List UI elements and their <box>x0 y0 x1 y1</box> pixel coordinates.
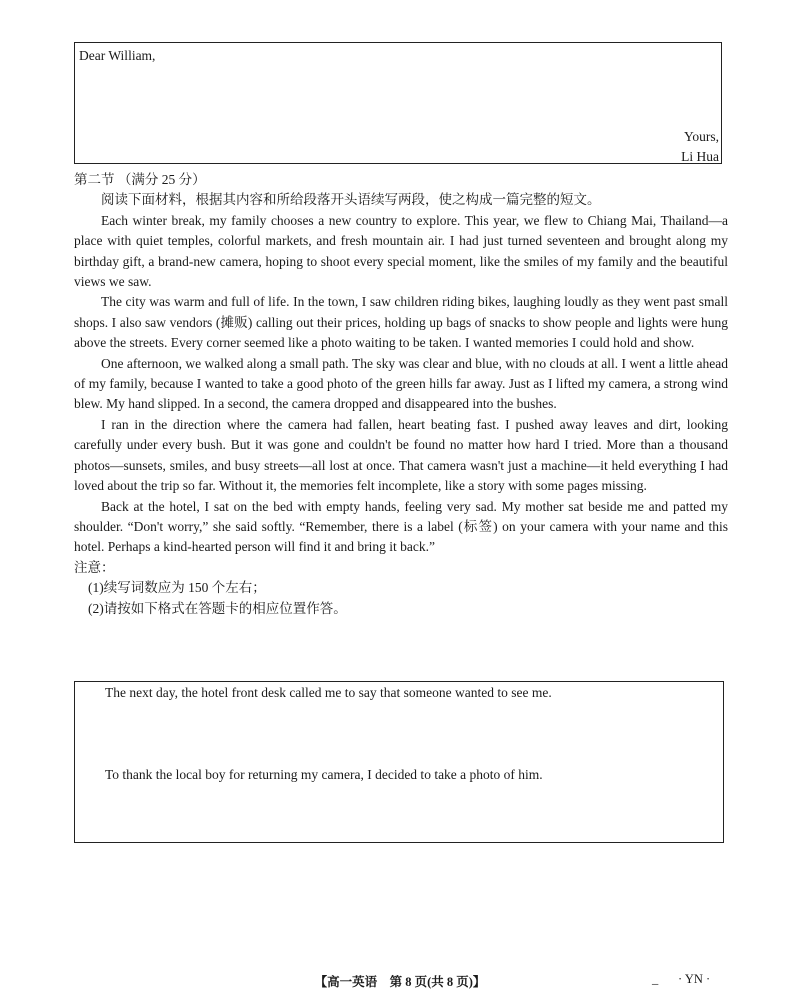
letter-closing-block <box>681 127 719 167</box>
paragraph-opening-1: The next day, the hotel front desk called me to say that someone wanted to see me. <box>105 685 552 700</box>
notes-label: 注意： <box>74 559 115 575</box>
story-paragraph: Each winter break, my family chooses a new country to explore. This year, we flew to Chiang Mai, Thailand—a place with quiet temples, colorful markets, and fresh mountain air. I had just turned seventeen and brought along my birthday gift, a brand-new camera, hoping to shoot every special moment, like the smiles of my family and the beautiful views we saw. <box>74 212 728 290</box>
story-paragraph: The city was warm and full of life. In the town, I saw children riding bikes, laughing loudly as they went past small shops. I also saw vendors (摊贩) calling out their prices, holding up bags of snacks to show people and lights were hung above the streets. Every corner seemed like a photo waiting to be taken. I wanted memories I could hold and show. <box>74 294 728 351</box>
story-paragraph: Back at the hotel, I sat on the bed with empty hands, feeling very sad. My mother sat beside me and patted my shoulder. “Don't worry,” she said softly. “Remember, there is a label (标签) on your camera with your name and this hotel. Perhaps a kind-hearted person will find it and bring it back.” <box>74 498 728 555</box>
letter-closing: Yours, <box>683 129 719 144</box>
letter-signature: Li Hua <box>681 149 719 164</box>
letter-greeting: Dear William, <box>79 48 156 63</box>
paragraph-opening-2: To thank the local boy for returning my camera, I decided to take a photo of him. <box>105 767 543 782</box>
page-number-label: 【高一英语 第 8 页(共 8 页)】 <box>314 975 486 989</box>
answer-box <box>74 681 724 843</box>
note-item: (1)续写词数应为 150 个左右； <box>88 580 266 596</box>
footer-code: · YN · <box>678 972 711 986</box>
letter-box <box>74 42 722 164</box>
section-content <box>74 170 728 619</box>
note-item: (2)请按如下格式在答题卡的相应位置作答。 <box>88 600 347 616</box>
section-heading: 第二节 （满分 25 分） <box>74 172 206 187</box>
footer-dash: _ <box>652 972 659 986</box>
story-paragraph: One afternoon, we walked along a small path. The sky was clear and blue, with no clouds at all. I went a little ahead of my family, because I wanted to take a good photo of the green hills far away. Just as I lifted my camera, a strong wind blew. My hand slipped. In a second, the camera dropped and disappeared into the bushes. <box>74 355 728 412</box>
section-instruction: 阅读下面材料，根据其内容和所给段落开头语续写两段，使之构成一篇完整的短文。 <box>101 192 601 208</box>
story-paragraph: I ran in the direction where the camera had fallen, heart beating fast. I pushed away leaves and dirt, looking carefully under every bush. But it was gone and couldn't be found no matter how hard I tried. More than a thousand photos—sunsets, smiles, and busy streets—all lost at once. That camera wasn't just a machine—it held everything I had loved about the trip so far. Without it, the memories felt incomplete, like a story with some pages missing. <box>74 416 728 494</box>
